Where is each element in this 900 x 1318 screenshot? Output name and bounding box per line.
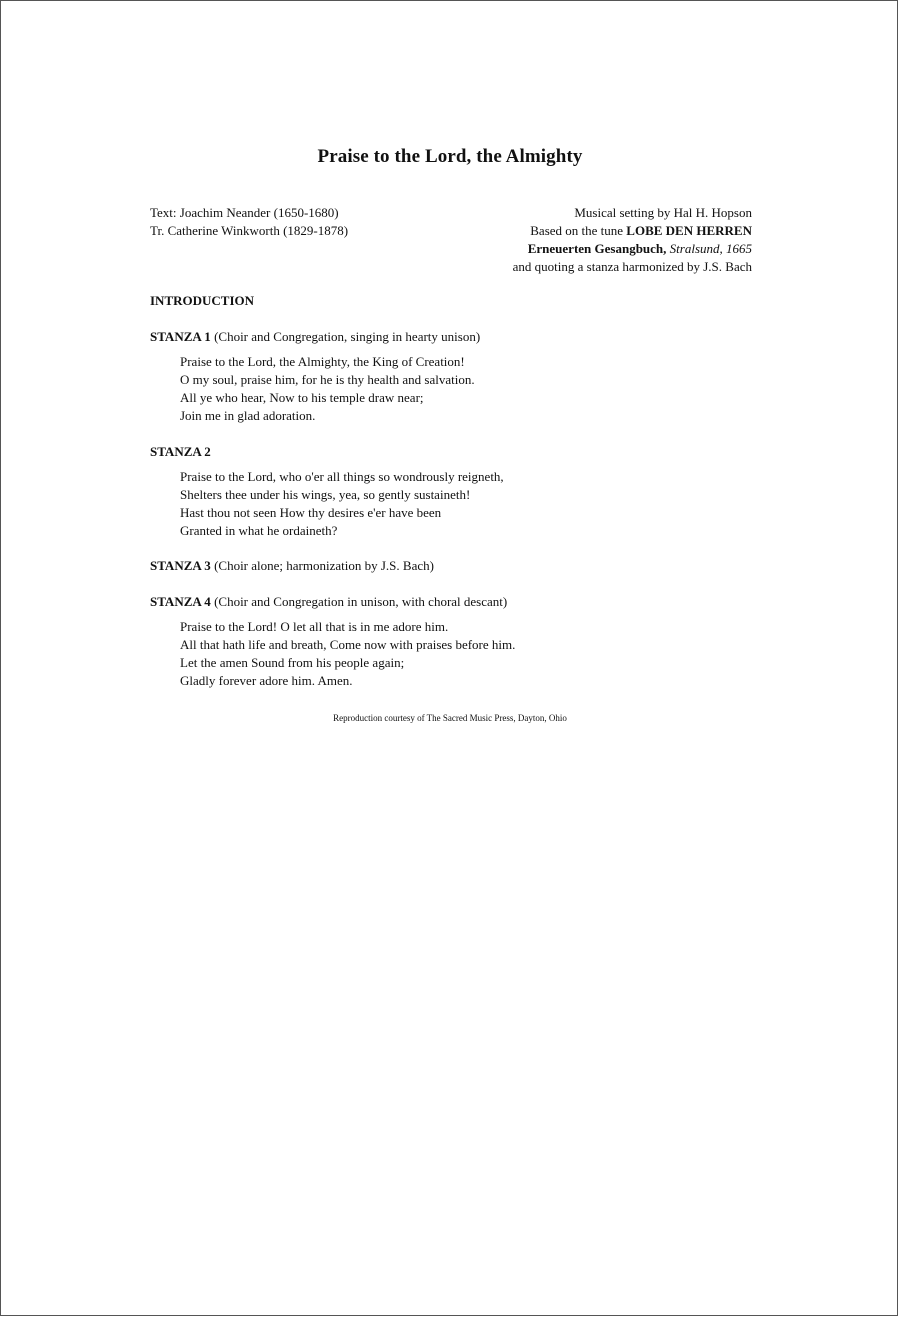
- tune-credit: [513, 222, 752, 240]
- stanza-3-heading: [150, 557, 434, 575]
- stanza-line: Let the amen Sound from his people again;: [180, 655, 405, 670]
- source-book: Erneuerten Gesangbuch,: [527, 241, 667, 256]
- stanza-1-text: [180, 353, 475, 425]
- stanza-1-heading: [150, 328, 480, 346]
- reproduction-credit: Reproduction courtesy of The Sacred Music Press, Dayton, Ohio: [333, 713, 567, 723]
- quoting-credit: and quoting a stanza harmonized by J.S. Bach: [512, 259, 752, 274]
- stanza-line: Shelters thee under his wings, yea, so gently sustaineth!: [180, 487, 471, 502]
- tune-prefix: Based on the tune: [530, 223, 627, 238]
- stanza-line: Join me in glad adoration.: [180, 408, 316, 423]
- musical-setting-credit: Musical setting by Hal H. Hopson: [574, 205, 752, 220]
- stanza-note: (Choir and Congregation in unison, with choral descant): [210, 594, 508, 609]
- stanza-line: O my soul, praise him, for he is thy health and salvation.: [180, 372, 475, 387]
- page-title: Praise to the Lord, the Almighty: [317, 146, 583, 167]
- stanza-label: STANZA 3: [150, 558, 211, 573]
- tune-name: LOBE DEN HERREN: [626, 223, 752, 238]
- music-credits: [513, 204, 752, 276]
- stanza-line: Praise to the Lord, the Almighty, the King of Creation!: [180, 354, 465, 369]
- stanza-2-heading: [150, 443, 211, 461]
- stanza-4-text: [180, 618, 515, 690]
- source-place-date: Stralsund, 1665: [669, 241, 752, 256]
- stanza-label: STANZA 4: [150, 594, 211, 609]
- stanza-note: (Choir alone; harmonization by J.S. Bach): [210, 558, 434, 573]
- stanza-label: STANZA 1: [150, 329, 211, 344]
- stanza-line: Praise to the Lord! O let all that is in me adore him.: [180, 619, 449, 634]
- stanza-2-text: [180, 468, 504, 540]
- introduction-heading: [150, 292, 254, 310]
- stanza-note: (Choir and Congregation, singing in hearty unison): [210, 329, 481, 344]
- text-credits: [150, 204, 348, 240]
- stanza-line: Granted in what he ordaineth?: [180, 523, 338, 538]
- stanza-4-heading: [150, 593, 507, 611]
- text-author: Text: Joachim Neander (1650-1680): [150, 205, 339, 220]
- stanza-line: All that hath life and breath, Come now with praises before him.: [180, 637, 516, 652]
- stanza-label: STANZA 2: [150, 444, 211, 459]
- stanza-line: All ye who hear, Now to his temple draw near;: [180, 390, 424, 405]
- stanza-line: Hast thou not seen How thy desires e'er have been: [180, 505, 442, 520]
- stanza-line: Praise to the Lord, who o'er all things so wondrously reigneth,: [180, 469, 504, 484]
- introduction-label: INTRODUCTION: [150, 293, 255, 308]
- source-credit: [513, 240, 752, 258]
- stanza-line: Gladly forever adore him. Amen.: [180, 673, 353, 688]
- translator-credit: Tr. Catherine Winkworth (1829-1878): [150, 223, 349, 238]
